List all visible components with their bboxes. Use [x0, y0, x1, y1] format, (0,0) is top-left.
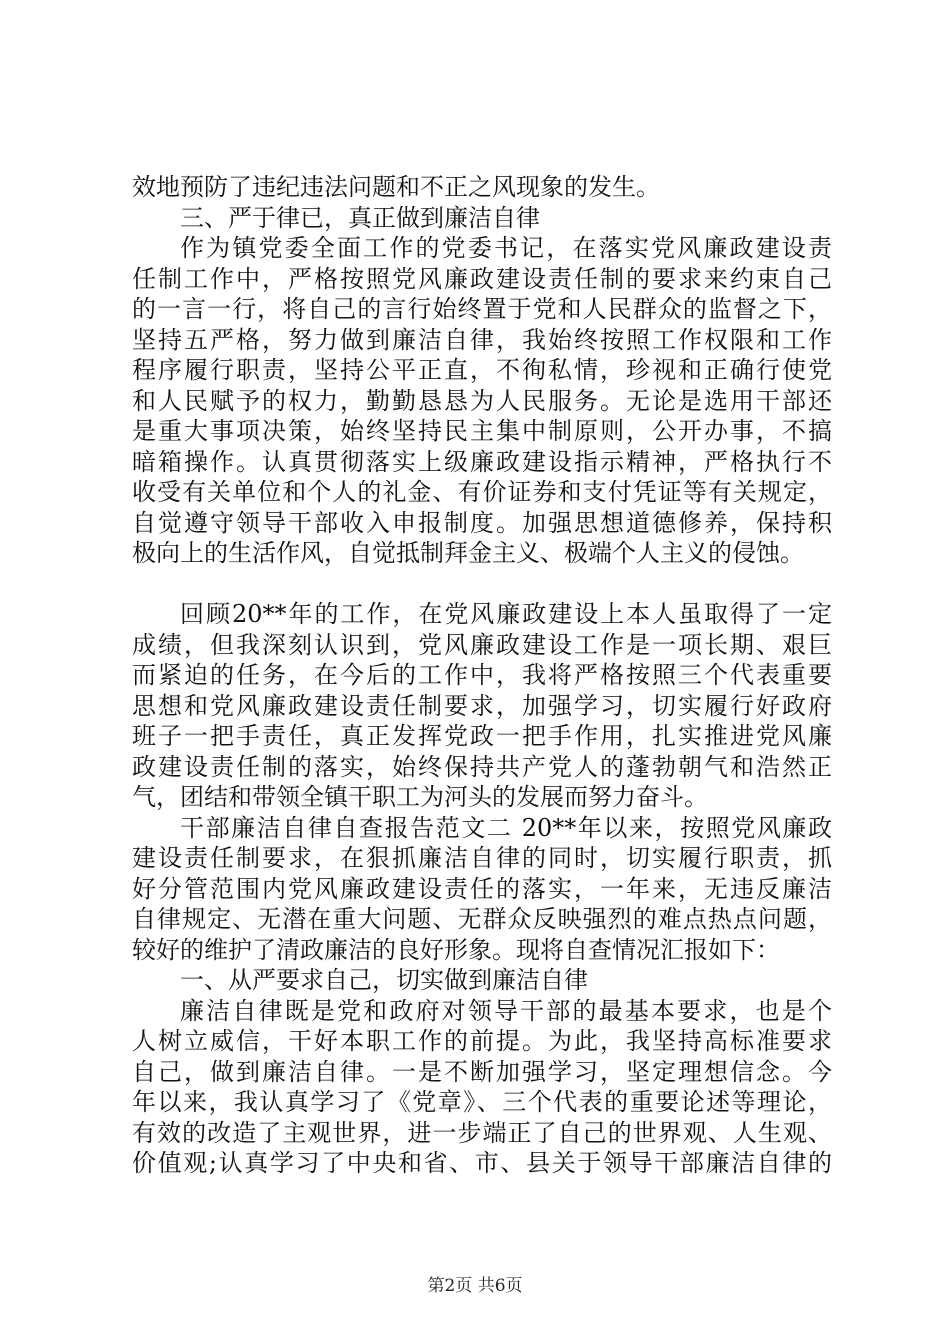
text-line: 思想和党风廉政建设责任制要求，加强学习，切实履行好政府 — [132, 691, 832, 720]
paragraph-gap — [132, 569, 832, 600]
text-line: 坚持五严格，努力做到廉洁自律，我始终按照工作权限和工作 — [132, 325, 832, 354]
text-line: 较好的维护了清政廉洁的良好形象。现将自查情况汇报如下： — [132, 935, 780, 964]
text-line: 收受有关单位和个人的礼金、有价证券和支付凭证等有关规定， — [132, 478, 832, 506]
text-line: 是重大事项决策，始终坚持民主集中制原则，公开办事，不搞 — [132, 417, 832, 445]
section-heading: 一、从严要求自己，切实做到廉洁自律 — [180, 966, 588, 994]
text-line: 作为镇党委全面工作的党委书记，在落实党风廉政建设责 — [180, 234, 832, 262]
text-line: 暗箱操作。认真贯彻落实上级廉政建设指示精神，严格执行不 — [132, 447, 832, 476]
section-heading: 三、严于律已，真正做到廉洁自律 — [180, 203, 540, 232]
text-line: 自己，做到廉洁自律。一是不断加强学习，坚定理想信念。今 — [132, 1057, 832, 1086]
text-line: 年以来，我认真学习了《党章》、三个代表的重要论述等理论， — [132, 1088, 832, 1116]
text-line: 建设责任制要求，在狠抓廉洁自律的同时，切实履行职责，抓 — [132, 844, 832, 872]
text-line: 自觉遵守领导干部收入申报制度。加强思想道德修养，保持积 — [132, 508, 832, 537]
text-line: 而紧迫的任务，在今后的工作中，我将严格按照三个代表重要 — [132, 661, 832, 689]
text-line: 干部廉洁自律自查报告范文二 20**年以来，按照党风廉政 — [180, 813, 832, 842]
text-line: 廉洁自律既是党和政府对领导干部的最基本要求，也是个 — [180, 996, 832, 1025]
text-line: 气，团结和带领全镇干职工为河头的发展而努力奋斗。 — [132, 783, 708, 811]
text-line: 成绩，但我深刻认识到，党风廉政建设工作是一项长期、艰巨 — [132, 630, 832, 659]
text-line: 回顾20**年的工作，在党风廉政建设上本人虽取得了一定 — [180, 600, 832, 628]
text-line: 人树立威信，干好本职工作的前提。为此，我坚持高标准要求 — [132, 1027, 832, 1055]
text-line: 任制工作中，严格按照党风廉政建设责任制的要求来约束自己 — [132, 264, 832, 293]
document-body — [132, 172, 832, 1179]
text-line: 和人民赋予的权力，勤勤恳恳为人民服务。无论是选用干部还 — [132, 386, 832, 415]
text-line: 自律规定、无潜在重大问题、无群众反映强烈的难点热点问题， — [132, 905, 832, 933]
page-number-footer: 第2页 共6页 — [427, 1276, 523, 1296]
text-line: 极向上的生活作风，自觉抵制拜金主义、极端个人主义的侵蚀。 — [132, 539, 804, 567]
text-line: 程序履行职责，坚持公平正直，不徇私情，珍视和正确行使党 — [132, 356, 832, 384]
text-line: 价值观;认真学习了中央和省、市、县关于领导干部廉洁自律的 — [132, 1149, 832, 1177]
text-line: 好分管范围内党风廉政建设责任的落实，一年来，无违反廉洁 — [132, 874, 832, 903]
text-line: 有效的改造了主观世界，进一步端正了自己的世界观、人生观、 — [132, 1118, 832, 1147]
text-line: 的一言一行，将自己的言行始终置于党和人民群众的监督之下， — [132, 295, 832, 323]
text-line: 班子一把手责任，真正发挥党政一把手作用，扎实推进党风廉 — [132, 722, 832, 750]
text-line: 效地预防了违纪违法问题和不正之风现象的发生。 — [132, 173, 660, 201]
text-line: 政建设责任制的落实，始终保持共产党人的蓬勃朝气和浩然正 — [132, 752, 832, 781]
